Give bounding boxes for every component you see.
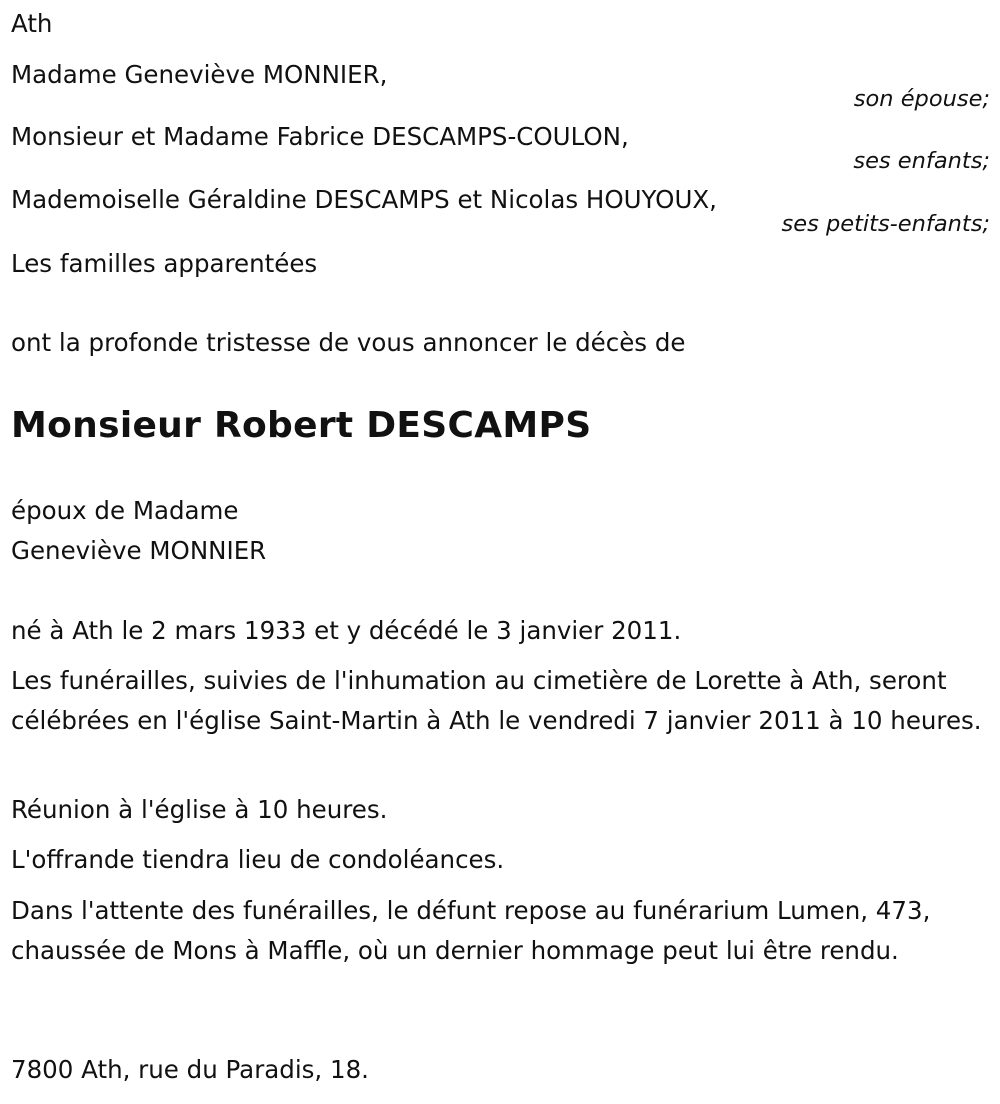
relation-label-children: ses enfants; [853,148,990,174]
relation-label-spouse: son épouse; [853,86,990,112]
funeral-paragraph: Les funérailles, suivies de l'inhumation au cimetière de Lorette à Ath, seront célébrées en l'église Saint-Martin à Ath le vendredi 7 janvier 2011 à 10 heures. [11,666,982,735]
relation-label-grandchildren: ses petits-enfants; [781,211,990,237]
family-member-relatives: Les familles apparentées [11,249,318,278]
family-member-grandchildren: Mademoiselle Géraldine DESCAMPS et Nicolas HOUYOUX, [11,185,717,214]
family-member-children: Monsieur et Madame Fabrice DESCAMPS-COULON, [11,122,629,151]
spouse-line-2: Geneviève MONNIER [11,536,267,565]
viewing-paragraph: Dans l'attente des funérailles, le défunt repose au funérarium Lumen, 473, chaussée de Mons à Maffle, où un dernier hommage peut lui être rendu. [11,896,931,965]
birth-death-text: né à Ath le 2 mars 1933 et y décédé le 3 janvier 2011. [11,616,682,645]
offering-text: L'offrande tiendra lieu de condoléances. [11,845,505,874]
city-heading: Ath [11,9,53,38]
meeting-text: Réunion à l'église à 10 heures. [11,795,388,824]
family-member-spouse: Madame Geneviève MONNIER, [11,60,388,89]
announcement-text: ont la profonde tristesse de vous annoncer le décès de [11,328,686,357]
spouse-line-1: époux de Madame [11,496,239,525]
address-text: 7800 Ath, rue du Paradis, 18. [11,1055,369,1084]
deceased-name: Monsieur Robert DESCAMPS [11,405,592,446]
